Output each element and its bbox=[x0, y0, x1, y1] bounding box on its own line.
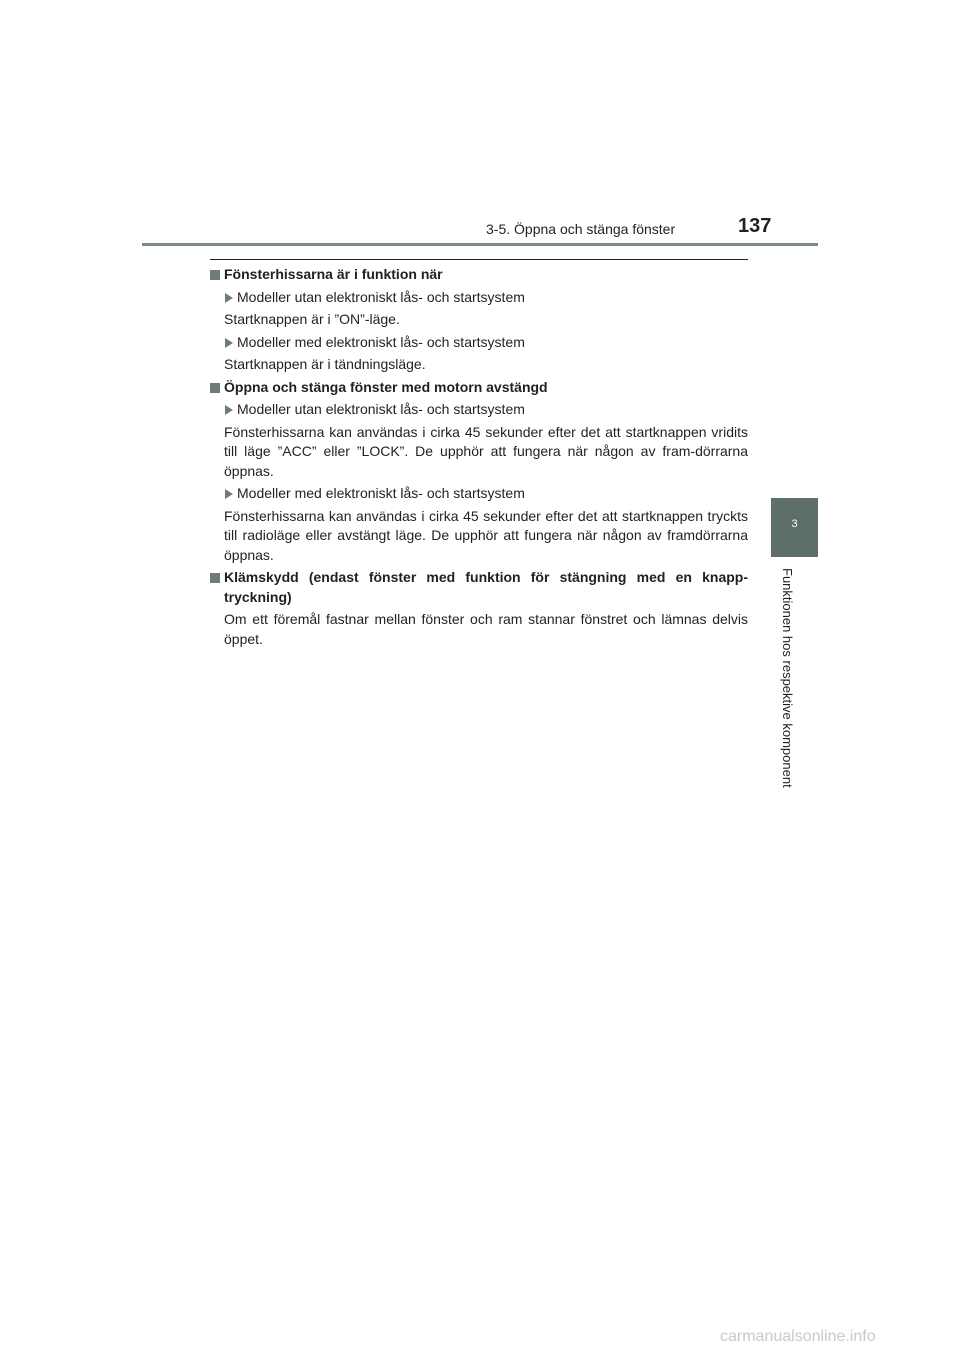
page-number: 137 bbox=[738, 215, 772, 237]
chapter-tab[interactable] bbox=[771, 498, 818, 557]
watermark: carmanualsonline.info bbox=[720, 1328, 876, 1345]
body-paragraph: Fönsterhissarna kan användas i cirka 45 sekunder efter det att startknappen vridits till läge ”ACC” eller ”LOCK”. De upphör att fungera när någon av fram-dörrarna öppnas. bbox=[224, 423, 748, 479]
body-paragraph: Startknappen är i tändningsläge. bbox=[224, 356, 426, 372]
triangle-bullet-icon bbox=[225, 338, 233, 348]
section-heading bbox=[210, 568, 748, 607]
triangle-bullet-icon bbox=[225, 293, 233, 303]
model-variant-label: Modeller utan elektroniskt lås- och startsystem bbox=[224, 400, 748, 420]
page-content bbox=[210, 265, 748, 652]
body-paragraph: Om ett föremål fastnar mellan fönster och ram stannar fönstret och lämnas delvis öppet. bbox=[224, 611, 748, 647]
square-bullet-icon bbox=[210, 573, 220, 583]
model-variant-label: Modeller med elektroniskt lås- och startsystem bbox=[224, 484, 748, 504]
section-heading-text: Klämskydd (endast fönster med funktion för stängning med en knapp-tryckning) bbox=[224, 569, 748, 605]
section-divider bbox=[210, 259, 748, 260]
square-bullet-icon bbox=[210, 383, 220, 393]
model-variant-label: Modeller med elektroniskt lås- och startsystem bbox=[224, 333, 748, 353]
running-header-title: 3-5. Öppna och stänga fönster bbox=[486, 221, 676, 237]
header-rule bbox=[142, 243, 818, 246]
body-paragraph: Fönsterhissarna kan användas i cirka 45 sekunder efter det att startknappen tryckts till radioläge eller avstängt läge. De upphör att fungera när någon av framdörrarna öppnas. bbox=[224, 507, 748, 563]
square-bullet-icon bbox=[210, 270, 220, 280]
chapter-tab-number: 3 bbox=[791, 518, 798, 530]
section-heading bbox=[210, 378, 748, 398]
model-variant-label: Modeller utan elektroniskt lås- och startsystem bbox=[224, 288, 748, 308]
triangle-bullet-icon bbox=[225, 489, 233, 499]
chapter-tab-label: Funktionen hos respektive komponent bbox=[780, 568, 795, 788]
body-paragraph: Startknappen är i ”ON”-läge. bbox=[224, 311, 400, 327]
triangle-bullet-icon bbox=[225, 405, 233, 415]
section-heading-text: Fönsterhissarna är i funktion när bbox=[224, 266, 443, 282]
section-heading bbox=[210, 265, 748, 285]
section-heading-text: Öppna och stänga fönster med motorn avstängd bbox=[224, 378, 548, 395]
